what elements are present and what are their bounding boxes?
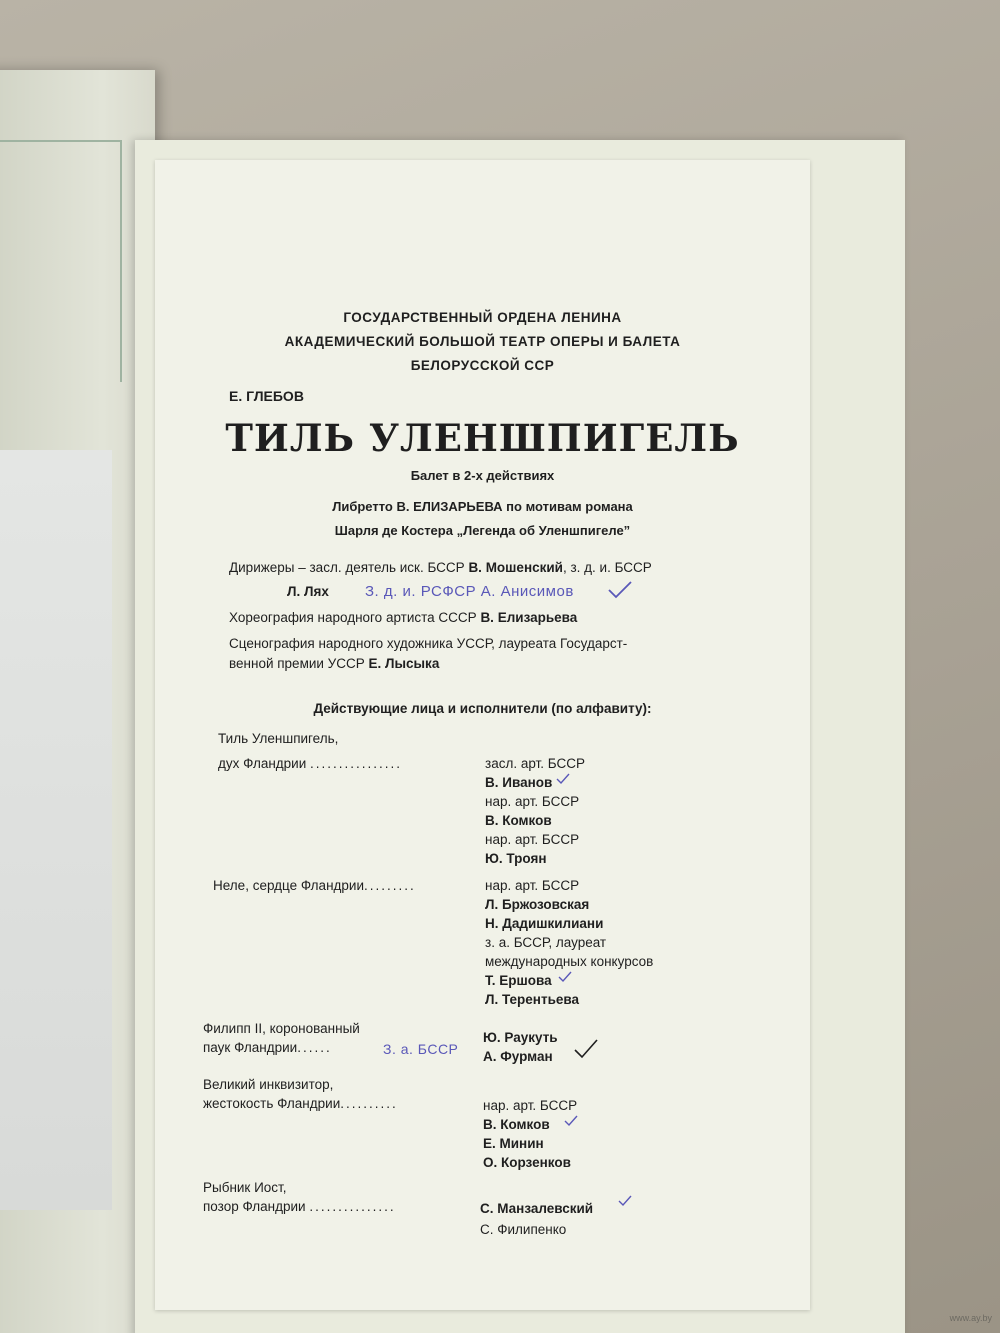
- performer-name: Н. Дадишкилиани: [485, 916, 604, 931]
- conductors-line: [229, 560, 652, 575]
- performer-title: нар. арт. БССР: [485, 832, 580, 847]
- ornament-frame: [0, 140, 122, 382]
- conductors-text-c: , з. д. и. БССР: [562, 560, 652, 575]
- composer-name: Е. ГЛЕБОВ: [229, 388, 304, 404]
- dot-leader: .........: [364, 878, 416, 893]
- performer-name: С. Манзалевский: [480, 1201, 594, 1216]
- left-page: [0, 70, 155, 1333]
- choreographer-name: В. Елизарьева: [480, 610, 578, 625]
- choreography-text: Хореография народного артиста СССР: [229, 610, 481, 625]
- ballet-subtitle: Балет в 2-х действиях: [410, 468, 555, 483]
- check-mark-icon: [617, 1194, 633, 1208]
- role-inquisitor-line-1: Великий инквизитор,: [203, 1077, 334, 1092]
- theatre-line-1: ГОСУДАРСТВЕННЫЙ ОРДЕНА ЛЕНИНА: [343, 310, 622, 325]
- dot-leader: ..........: [340, 1096, 398, 1111]
- scenography-line-2: [229, 656, 439, 671]
- check-mark-icon: [557, 970, 573, 984]
- role-philip-line-1: Филипп II, коронованный: [203, 1021, 360, 1036]
- check-mark-icon: [607, 580, 633, 600]
- ballet-title: ТИЛЬ УЛЕНШПИГЕЛЬ: [225, 416, 740, 460]
- performer-name: О. Корзенков: [483, 1155, 571, 1170]
- performer-name: Л. Терентьева: [485, 992, 580, 1007]
- watermark: www.ay.by: [949, 1313, 992, 1323]
- role-inquisitor-line-2: [203, 1096, 398, 1111]
- philip-stamp: З. а. БССР: [383, 1041, 459, 1057]
- role-philip-line-2: [203, 1040, 332, 1055]
- performer-title: международных конкурсов: [485, 954, 654, 969]
- dot-leader: ................: [310, 756, 403, 771]
- performer-name: В. Комков: [485, 813, 552, 828]
- theatre-line-2: АКАДЕМИЧЕСКИЙ БОЛЬШОЙ ТЕАТР ОПЕРЫ И БАЛЕТА: [284, 334, 681, 349]
- pasted-photo: [0, 450, 112, 1210]
- role-till-line-2: [218, 756, 402, 771]
- conductor-moshensky: В. Мошенский: [468, 560, 563, 575]
- role-philip-name: паук Фландрии: [203, 1040, 298, 1055]
- check-mark-icon: [555, 772, 571, 786]
- role-fishmonger-line-1: Рыбник Иост,: [203, 1180, 287, 1195]
- check-mark-icon: [573, 1038, 599, 1060]
- performer-title: нар. арт. БССР: [485, 794, 580, 809]
- libretto-line-1: Либретто В. ЕЛИЗАРЬЕВА по мотивам романа: [332, 499, 633, 514]
- performer-name: А. Фурман: [483, 1049, 553, 1064]
- role-nele: [213, 878, 416, 893]
- scenography-line-1: Сценография народного художника УССР, лауреата Государст-: [229, 636, 628, 651]
- performer-name: Е. Минин: [483, 1136, 544, 1151]
- performer-title: нар. арт. БССР: [483, 1098, 578, 1113]
- role-nele-name: Неле, сердце Фландрии: [213, 878, 364, 893]
- scenography-text: венной премии УССР: [229, 656, 369, 671]
- role-till-line-1: Тиль Уленшпигель,: [218, 731, 339, 746]
- performer-name: Ю. Троян: [485, 851, 547, 866]
- role-inquisitor-name: жестокость Фландрии: [203, 1096, 341, 1111]
- performer-name: Ю. Раукуть: [483, 1030, 558, 1045]
- conductor-stamp: З. д. и. РСФСР А. Анисимов: [365, 583, 574, 600]
- libretto-line-2: Шарля де Костера „Легенда об Уленшпигеле”: [334, 523, 631, 538]
- scenographer-name: Е. Лысыка: [368, 656, 440, 671]
- role-fishmonger-line-2: [203, 1199, 396, 1214]
- conductors-text-a: Дирижеры – засл. деятель иск. БССР: [229, 560, 469, 575]
- role-fishmonger-name: позор Фландрии: [203, 1199, 306, 1214]
- performer-name: В. Комков: [483, 1117, 550, 1132]
- dot-leader: ...............: [309, 1199, 396, 1214]
- theatre-line-3: БЕЛОРУССКОЙ ССР: [410, 358, 555, 373]
- performer-title: засл. арт. БССР: [485, 756, 585, 771]
- performer-name: С. Филипенко: [480, 1222, 567, 1237]
- cast-heading: Действующие лица и исполнители (по алфавиту):: [313, 701, 652, 716]
- program-sheet: [155, 160, 810, 1310]
- conductor-lyakh: Л. Лях: [287, 584, 329, 599]
- performer-name: В. Иванов: [485, 775, 553, 790]
- performer-name: Т. Ершова: [485, 973, 552, 988]
- role-till-name: дух Фландрии: [218, 756, 307, 771]
- performer-title: з. а. БССР, лауреат: [485, 935, 607, 950]
- dot-leader: ......: [297, 1040, 332, 1055]
- check-mark-icon: [563, 1114, 579, 1128]
- choreography-line: [229, 610, 577, 625]
- performer-name: Л. Бржозовская: [485, 897, 590, 912]
- performer-title: нар. арт. БССР: [485, 878, 580, 893]
